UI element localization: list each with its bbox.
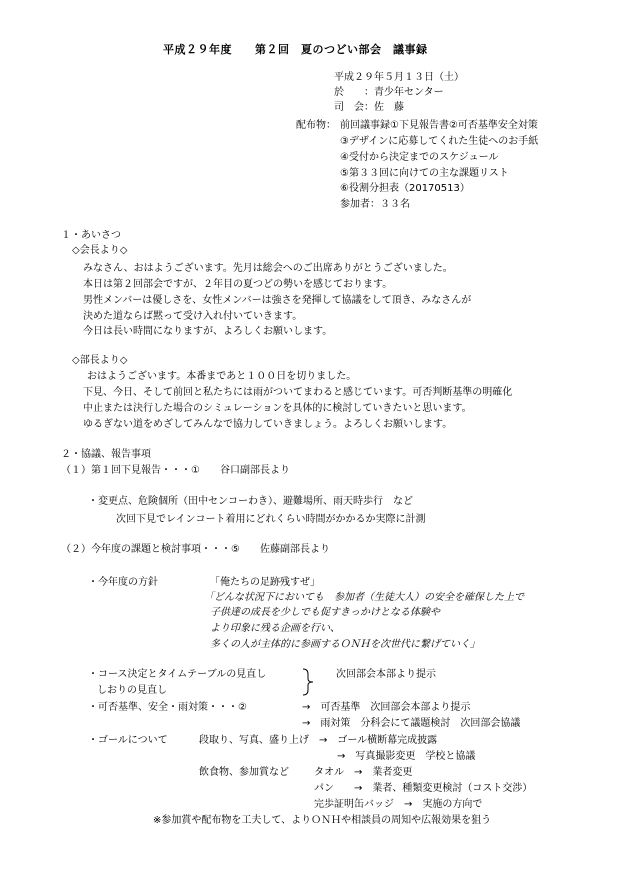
bullet-item: ・変更点、危険個所（田中センコーわき）、避難場所、雨天時歩行 など (88, 496, 413, 507)
goal-item: 段取り、写真、盛り上げ → ゴール横断幕完成披露 (199, 735, 438, 746)
safety-item: ・可否基準、安全・雨対策・・・② (88, 702, 247, 713)
attendance: 参加者：３３名 (340, 199, 410, 210)
material-item: ③デザインに応募してくれた生徒へのお手紙 (340, 136, 539, 147)
paragraph-line: 下見、今日、そして前回と私たちには雨がついてまわると感じています。可否判断基準の明確化 (83, 387, 513, 398)
paragraph-line: 中止または決行した場合のシミュレーションを具体的に検討していきたいと思います。 (83, 403, 472, 414)
food-label: 飲食物、参加賞など (199, 767, 289, 778)
policy-line: 子供達の成長を少しでも促すきっかけとなる体験や (210, 607, 440, 618)
item-heading: （２）今年度の課題と検討事項・・・⑤ 佐藤副部長より (61, 544, 330, 555)
meeting-venue: 於 ：青少年センター (334, 87, 444, 98)
paragraph-line: 男性メンバーは優しさを、女性メンバーは強さを発揮して協議をして頂き、みなさんが (83, 295, 472, 306)
goal-label: ・ゴールについて (88, 735, 168, 746)
materials-label: 配布物： (296, 120, 336, 131)
paragraph-line: みなさん、おはようございます。先月は総会へのご出席ありがとうございました。 (83, 263, 453, 274)
policy-line: より印象に残る企画を行い、 (210, 623, 340, 634)
footnote: ※参加賞や配布物を工夫して、よりＯＮＨや相談員の周知や広報効果を狙う (153, 815, 492, 826)
paragraph-line: ゆるぎない道をめざしてみんなで協力していきましょう。よろしくお願いします。 (83, 419, 453, 430)
item-heading: （１）第１回下見報告・・・① 谷口副部長より (61, 465, 290, 476)
course-note: 次回部会本部より提示 (336, 669, 436, 680)
curly-brace-icon (301, 668, 315, 696)
course-item: ・コース決定とタイムテーブルの見直し (88, 669, 267, 680)
goal-arrow-line: → 写真撮影変更 学校と協議 (337, 751, 476, 762)
material-item: ⑤第３３回に向けての主な課題リスト (340, 168, 509, 179)
bullet-sub-item: 次回下見でレインコート着用にどれくらい時間がかかるか実際に計測 (116, 514, 426, 525)
meeting-chair: 司 会：佐 藤 (334, 102, 404, 113)
safety-arrow-line: → 可否基準 次回部会本部より提示 (302, 702, 471, 713)
policy-line: 「どんな状況下においても 参加者（生徒大人）の安全を確保した上で (204, 592, 524, 603)
policy-title: 「俺たちの足跡残すぜ」 (210, 577, 320, 588)
material-item: ⑥役割分担表（20170513） (340, 183, 470, 194)
section-heading: １・あいさつ (61, 230, 121, 241)
paragraph-line: 決めた道ならば黙って受け入れ付いていきます。 (83, 311, 303, 322)
paragraph-line: おはようございます。本番まであと１００日を切りました。 (87, 371, 357, 382)
paragraph-line: 本日は第２回部会ですが、２年目の夏つどの勢いを感じております。 (83, 279, 393, 290)
food-item-badge: 完歩証明缶バッジ → 実施の方向で (314, 799, 483, 810)
material-item: ④受付から決定までのスケジュール (340, 152, 499, 163)
policy-line: 多くの人が主体的に参画するＯＮＨを次世代に繋げていく」 (210, 639, 480, 650)
section-heading: ２・協議、報告事項 (61, 449, 151, 460)
food-item-towel: タオル → 業者変更 (314, 767, 413, 778)
course-item-sub: しおりの見直し (97, 685, 167, 696)
safety-arrow-line: → 雨対策 分科会にて議題検討 次回部会協議 (302, 718, 521, 729)
chair-greeting-heading: ◇会長より◇ (72, 245, 128, 256)
food-item-bread: パン → 業者、種類変更検討（コスト交渉） (314, 783, 533, 794)
policy-label: ・今年度の方針 (88, 577, 158, 588)
document-title: 平成２９年度 第２回 夏のつどい部会 議事録 (163, 43, 428, 56)
dept-greeting-heading: ◇部長より◇ (72, 355, 128, 366)
paragraph-line: 今日は長い時間になりますが、よろしくお願いします。 (83, 326, 333, 337)
meeting-date: 平成２９年５月１３日（土） (334, 72, 464, 83)
material-item: 前回議事録①下見報告書②可否基準安全対策 (340, 120, 538, 131)
